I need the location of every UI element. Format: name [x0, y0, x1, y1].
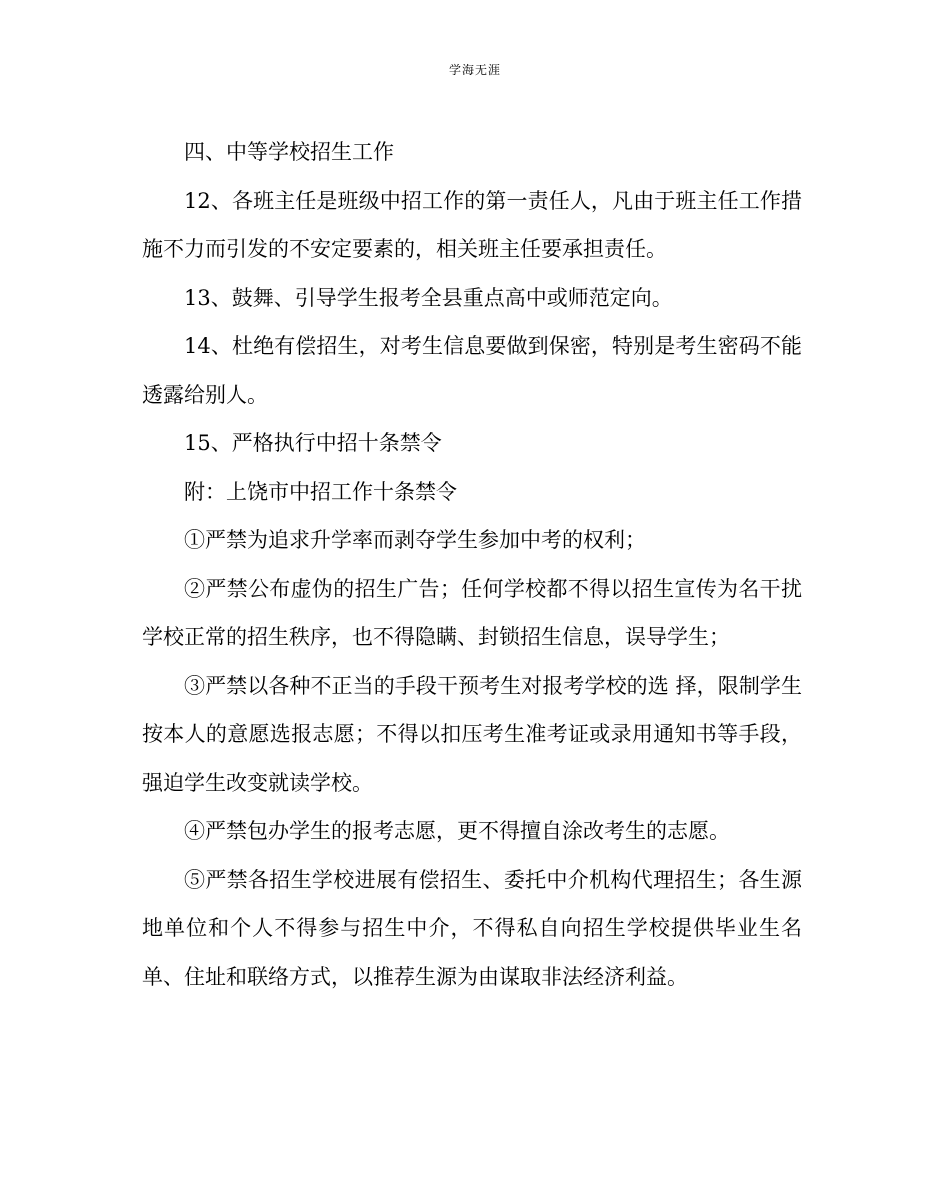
paragraph-item-14: 14、杜绝有偿招生，对考生信息要做到保密，特别是考生密码不能透露给别人。	[142, 334, 802, 407]
document-body	[142, 128, 802, 1001]
prohibition-2: ②严禁公布虚伪的招生广告；任何学校都不得以招生宣传为名干扰学校正常的招生秩序，也不得隐瞒、封锁招生信息，误导学生；	[142, 576, 802, 649]
section-heading: 四、中等学校招生工作	[184, 140, 394, 164]
prohibition-4: ④严禁包办学生的报考志愿，更不得擅自涂改考生的志愿。	[184, 819, 730, 843]
paragraph-item-15: 15、严格执行中招十条禁令	[184, 431, 442, 455]
prohibition-1: ①严禁为追求升学率而剥夺学生参加中考的权利；	[184, 528, 646, 552]
prohibition-5: ⑤严禁各招生学校进展有偿招生、委托中介机构代理招生；各生源地单位和个人不得参与招生中介，不得私自向招生学校提供毕业生名单、住址和联络方式，以推荐生源为由谋取非法经济利益。	[142, 867, 802, 989]
paragraph-item-12: 12、各班主任是班级中招工作的第一责任人，凡由于班主任工作措施不力而引发的不安定要素的，相关班主任要承担责任。	[142, 188, 802, 261]
paragraph-item-13: 13、鼓舞、引导学生报考全县重点高中或师范定向。	[184, 285, 673, 310]
running-header: 学海无涯	[448, 63, 501, 77]
prohibition-3: ③严禁以各种不正当的手段干预考生对报考学校的选 择，限制学生按本人的意愿选报志愿；不得以扣压考生准考证或录用通知书等手段，强迫学生改变就读学校。	[142, 673, 802, 795]
appendix-title: 附：上饶市中招工作十条禁令	[184, 479, 457, 504]
